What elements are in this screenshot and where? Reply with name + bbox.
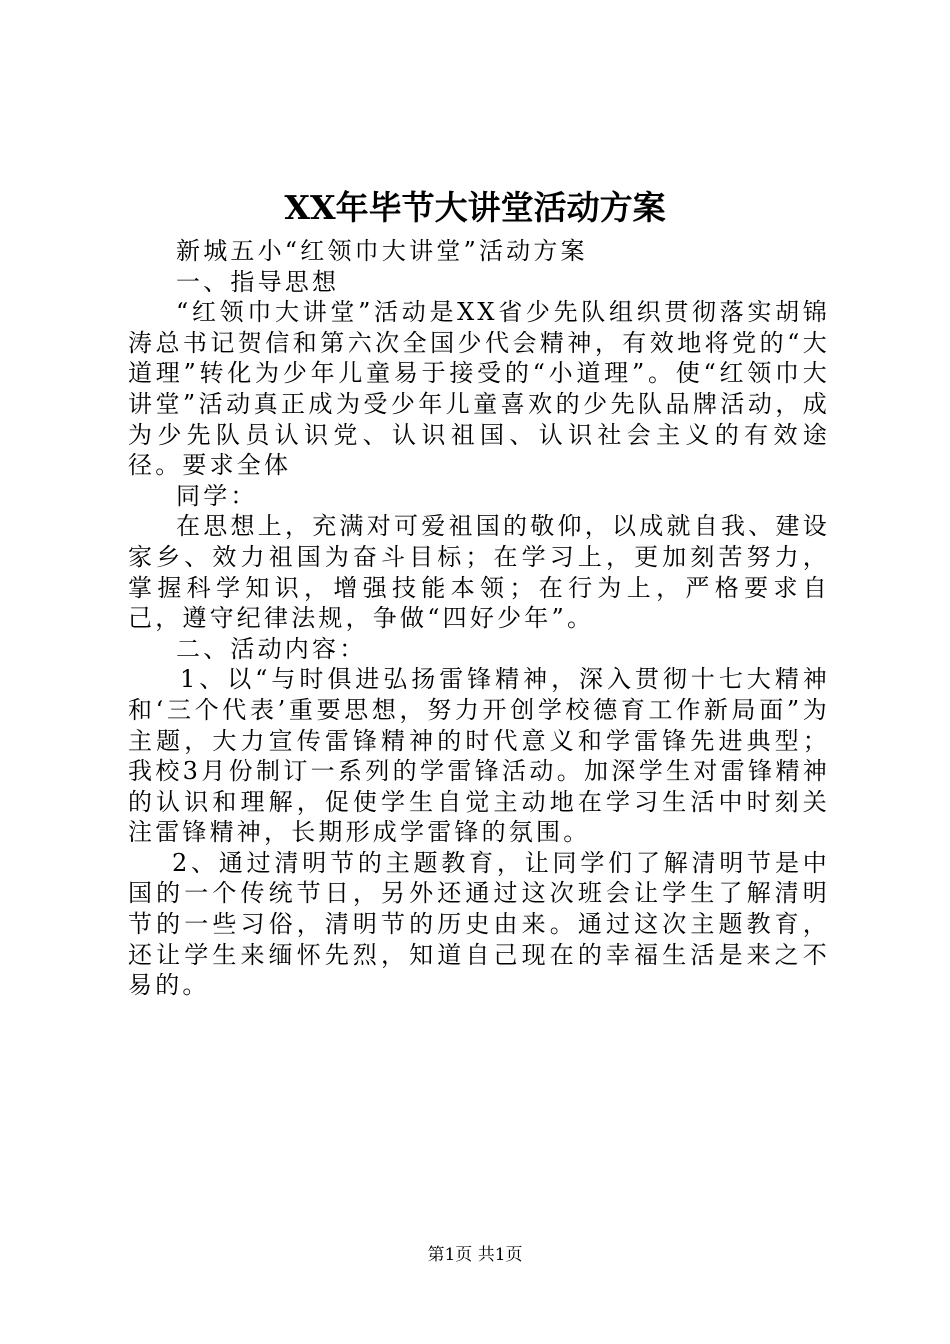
paragraph-heading-activity-content: 二、活动内容： xyxy=(176,634,367,663)
paragraph-subtitle: 新城五小“红领巾大讲堂”活动方案 xyxy=(176,237,588,265)
paragraph-activity-1: 1、以“与时俱进弘扬雷锋精神，深入贯彻十七大精神和‘三个代表’重要思想，努力开创学校德育工作新局面”为主题，大力宣传雷锋精神的时代意义和学雷锋先进典型；我校3月份制订一系列的学雷锋活动。加深学生对雷锋精神的认识和理解，促使学生自觉主动地在学习生活中时刻关注雷锋精神，长期形成学雷锋的氛围。 xyxy=(128,665,830,847)
paragraph-requirements: 在思想上，充满对可爱祖国的敬仰，以成就自我、建设家乡、效力祖国为奋斗目标；在学习上，更加刻苦努力，掌握科学知识，增强技能本领；在行为上，严格要求自己，遵守纪律法规，争做“四好少年”。 xyxy=(128,512,830,633)
paragraph-students-label: 同学： xyxy=(176,481,258,510)
paragraph-heading-guiding-thought: 一、指导思想 xyxy=(176,267,340,296)
page-footer: 第1页 共1页 xyxy=(427,1245,523,1265)
paragraph-guiding-thought-body: “红领巾大讲堂”活动是XX省少先队组织贯彻落实胡锦涛总书记贺信和第六次全国少代会精神，有效地将党的“大道理”转化为少年儿童易于接受的“小道理”。使“红领巾大讲堂”活动真正成为受少年儿童喜欢的少先队品牌活动，成为少先队员认识党、认识祖国、认识社会主义的有效途径。要求全体 xyxy=(128,298,830,480)
document-body xyxy=(128,236,830,1001)
paragraph-activity-2: 2、通过清明节的主题教育，让同学们了解清明节是中国的一个传统节日，另外还通过这次班会让学生了解清明节的一些习俗，清明节的历史由来。通过这次主题教育，还让学生来缅怀先烈，知道自己现在的幸福生活是来之不易的。 xyxy=(128,848,830,1000)
document-title: XX年毕节大讲堂活动方案 xyxy=(284,188,666,227)
